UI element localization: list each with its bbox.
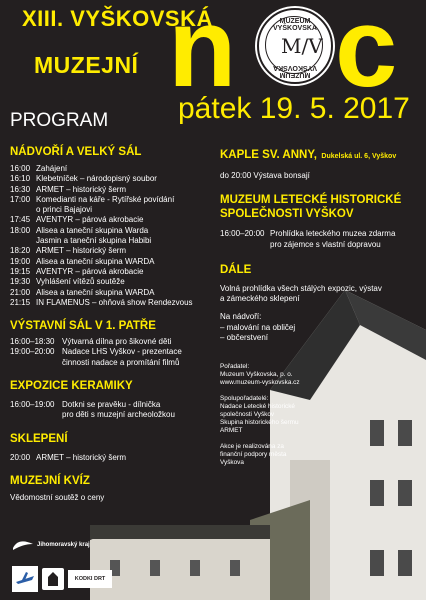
schedule-time: 20:00: [10, 452, 31, 462]
organizer-url: www.muzeum-vyskovska.cz: [220, 379, 300, 387]
schedule-desc: ARMET – historický šerm: [36, 184, 127, 194]
schedule-time: 18:20: [10, 246, 31, 256]
schedule-vystavni-sal: [10, 337, 250, 368]
schedule-time: 16:00–19:00: [10, 400, 55, 410]
schedule-nadvori: [10, 164, 250, 308]
logo-bottom-text: MUZEUM VYŠKOVSKA: [273, 64, 317, 78]
schedule-item: [10, 410, 250, 420]
mlhs-title-2: SPOLEČNOSTI VYŠKOV: [220, 208, 354, 221]
logo-mark: M/V: [281, 34, 323, 58]
schedule-time: 16:00: [10, 164, 31, 173]
partner-logo-1: [12, 566, 38, 592]
nadvori-label: Na nádvoří:: [220, 312, 262, 322]
nadvori-item-2: – občerstvení: [220, 333, 269, 343]
schedule-item: [10, 185, 250, 195]
organizer-block: [220, 363, 426, 387]
coorganizer-block: [220, 395, 426, 435]
schedule-time: 17:00: [10, 194, 31, 204]
partner-logo-3: [68, 570, 112, 588]
schedule-item: [10, 400, 250, 410]
mlhs-title-1: MUZEUM LETECKÉ HISTORICKÉ: [220, 194, 402, 207]
coorganizer-line: Nadace Letecké historické: [220, 403, 295, 411]
schedule-time: 21:15: [10, 297, 31, 307]
schedule-time: 19:00: [10, 256, 31, 266]
schedule-desc: Alisea a taneční skupina WARDA: [36, 287, 155, 297]
mlhs-desc-2: pro zájemce s vlastní dopravou: [270, 239, 381, 249]
schedule-desc: Výtvarná dílna pro šikovné děti: [62, 337, 172, 347]
program-label: PROGRAM: [10, 110, 109, 131]
knight-icon: [42, 568, 64, 590]
noc-letter-n: n: [168, 0, 235, 110]
schedule-time: 16:00–18:30: [10, 337, 55, 347]
logo-top-text: MUZEUM VYŠKOVSKA: [273, 18, 317, 32]
kaple-title: KAPLE SV. ANNY,: [220, 149, 317, 161]
courtyard-buildings: [90, 500, 270, 600]
schedule-desc: o princi Bajajovi: [36, 205, 93, 215]
edition-heading: XIII. VYŠKOVSKÁ: [22, 6, 213, 31]
schedule-desc: Alisea a taneční skupina Warda: [36, 225, 149, 235]
schedule-item: [10, 337, 250, 347]
dale-title: DÁLE: [220, 263, 252, 276]
schedule-desc: Dotkni se pravěku - dílnička: [62, 400, 161, 410]
kviz-text: Vědomostní soutěž o ceny: [10, 492, 105, 502]
support-line: Akce je realizována za: [220, 443, 284, 451]
schedule-time: 19:00–20:00: [10, 347, 55, 357]
schedule-time: 19:15: [10, 266, 31, 276]
support-block: [220, 443, 426, 467]
schedule-item: [10, 174, 250, 184]
schedule-time: 19:30: [10, 277, 31, 287]
section-title-kviz: MUZEJNÍ KVÍZ: [10, 474, 90, 487]
support-line: Vyškova: [220, 459, 244, 467]
schedule-item: [10, 277, 250, 287]
support-line: finanční podpory města: [220, 451, 287, 459]
kaple-address: Dukelská ul. 6, Vyškov: [321, 153, 397, 160]
schedule-desc: Vyhlášení vítězů soutěže: [36, 277, 125, 287]
schedule-item: [10, 267, 250, 277]
kaple-item: do 20:00 Výstava bonsají: [220, 171, 310, 180]
organizer-line: Pořadatel:: [220, 363, 250, 371]
section-title-vystavni-sal: VÝSTAVNÍ SÁL V 1. PATŘE: [10, 320, 156, 333]
schedule-desc: Klebetníček – národopisný soubor: [36, 174, 157, 184]
schedule-item: [10, 453, 250, 463]
schedule-sklepeni: [10, 453, 250, 463]
schedule-item: [10, 358, 250, 368]
right-column: [220, 145, 426, 467]
schedule-desc: ARMET – historický šerm: [36, 452, 127, 462]
section-title-sklepeni: SKLEPENÍ: [10, 432, 68, 445]
noc-letter-c: c: [335, 0, 398, 110]
aircraft-icon: [12, 566, 38, 592]
museum-logo: [257, 8, 333, 84]
kraj-label: Jihomoravský kraj: [37, 542, 90, 548]
schedule-item: [10, 195, 250, 205]
muzejni-heading: MUZEJNÍ: [34, 52, 139, 78]
schedule-desc: Alisea a taneční skupina WARDA: [36, 256, 155, 266]
schedule-item: [10, 226, 250, 236]
left-column: [10, 146, 250, 503]
schedule-item: [10, 205, 250, 215]
section-title-keramika: EXPOZICE KERAMIKY: [10, 380, 133, 393]
schedule-desc: Zahájení: [36, 164, 68, 173]
dale-text-2: a zámeckého sklepení: [220, 294, 300, 304]
schedule-desc: pro děti s muzejní archeoložkou: [62, 410, 175, 420]
schedule-item: [10, 164, 250, 174]
schedule-desc: činnosti nadace a promítání filmů: [62, 357, 180, 367]
coorganizer-line: Spolupořadatelé:: [220, 395, 269, 403]
schedule-desc: Jasmin a taneční skupina Habibi: [36, 236, 152, 246]
mlhs-time: 16:00–20:00: [220, 229, 265, 239]
schedule-time: 17:45: [10, 215, 31, 225]
kraj-logo: [12, 538, 90, 552]
schedule-item: [10, 236, 250, 246]
kraj-emblem-icon: [12, 538, 34, 552]
schedule-desc: IN FLAMENUS – ohňová show Rendezvous: [36, 297, 193, 307]
schedule-desc: AVENTYR – párová akrobacie: [36, 215, 144, 225]
schedule-item: [10, 288, 250, 298]
coorganizer-line: ARMET: [220, 427, 243, 435]
schedule-time: 18:00: [10, 225, 31, 235]
nadvori-item-1: – malování na obličej: [220, 322, 296, 332]
schedule-time: 21:00: [10, 287, 31, 297]
schedule-item: [10, 257, 250, 267]
schedule-desc: AVENTYR – párová akrobacie: [36, 266, 144, 276]
schedule-item: [10, 246, 250, 256]
schedule-keramika: [10, 400, 250, 421]
schedule-desc: Komedianti na káře - Rytířské povídání: [36, 194, 175, 204]
schedule-desc: ARMET – historický šerm: [36, 246, 127, 256]
schedule-time: 16:10: [10, 174, 31, 184]
organizer-line: Muzeum Vyškovska, p. o.: [220, 371, 293, 379]
partner-logo-2: [42, 568, 64, 590]
schedule-desc: Nadace LHS Vyškov - prezentace: [62, 347, 182, 357]
schedule-item: [10, 298, 250, 308]
schedule-time: 16:30: [10, 184, 31, 194]
coorganizer-line: společnosti Vyškov: [220, 411, 275, 419]
mlhs-desc-1: Prohlídka leteckého muzea zdarma: [270, 229, 396, 239]
dale-text-1: Volná prohlídka všech stálých expozic, výstav: [220, 283, 382, 293]
section-title-nadvori: NÁDVOŘÍ A VELKÝ SÁL: [10, 146, 142, 158]
event-date: pátek 19. 5. 2017: [178, 92, 410, 125]
kodki-label: KODKI DRT: [74, 576, 106, 582]
schedule-item: [10, 215, 250, 225]
coorganizer-line: Skupina historického šermu: [220, 419, 299, 427]
schedule-item: [10, 347, 250, 357]
